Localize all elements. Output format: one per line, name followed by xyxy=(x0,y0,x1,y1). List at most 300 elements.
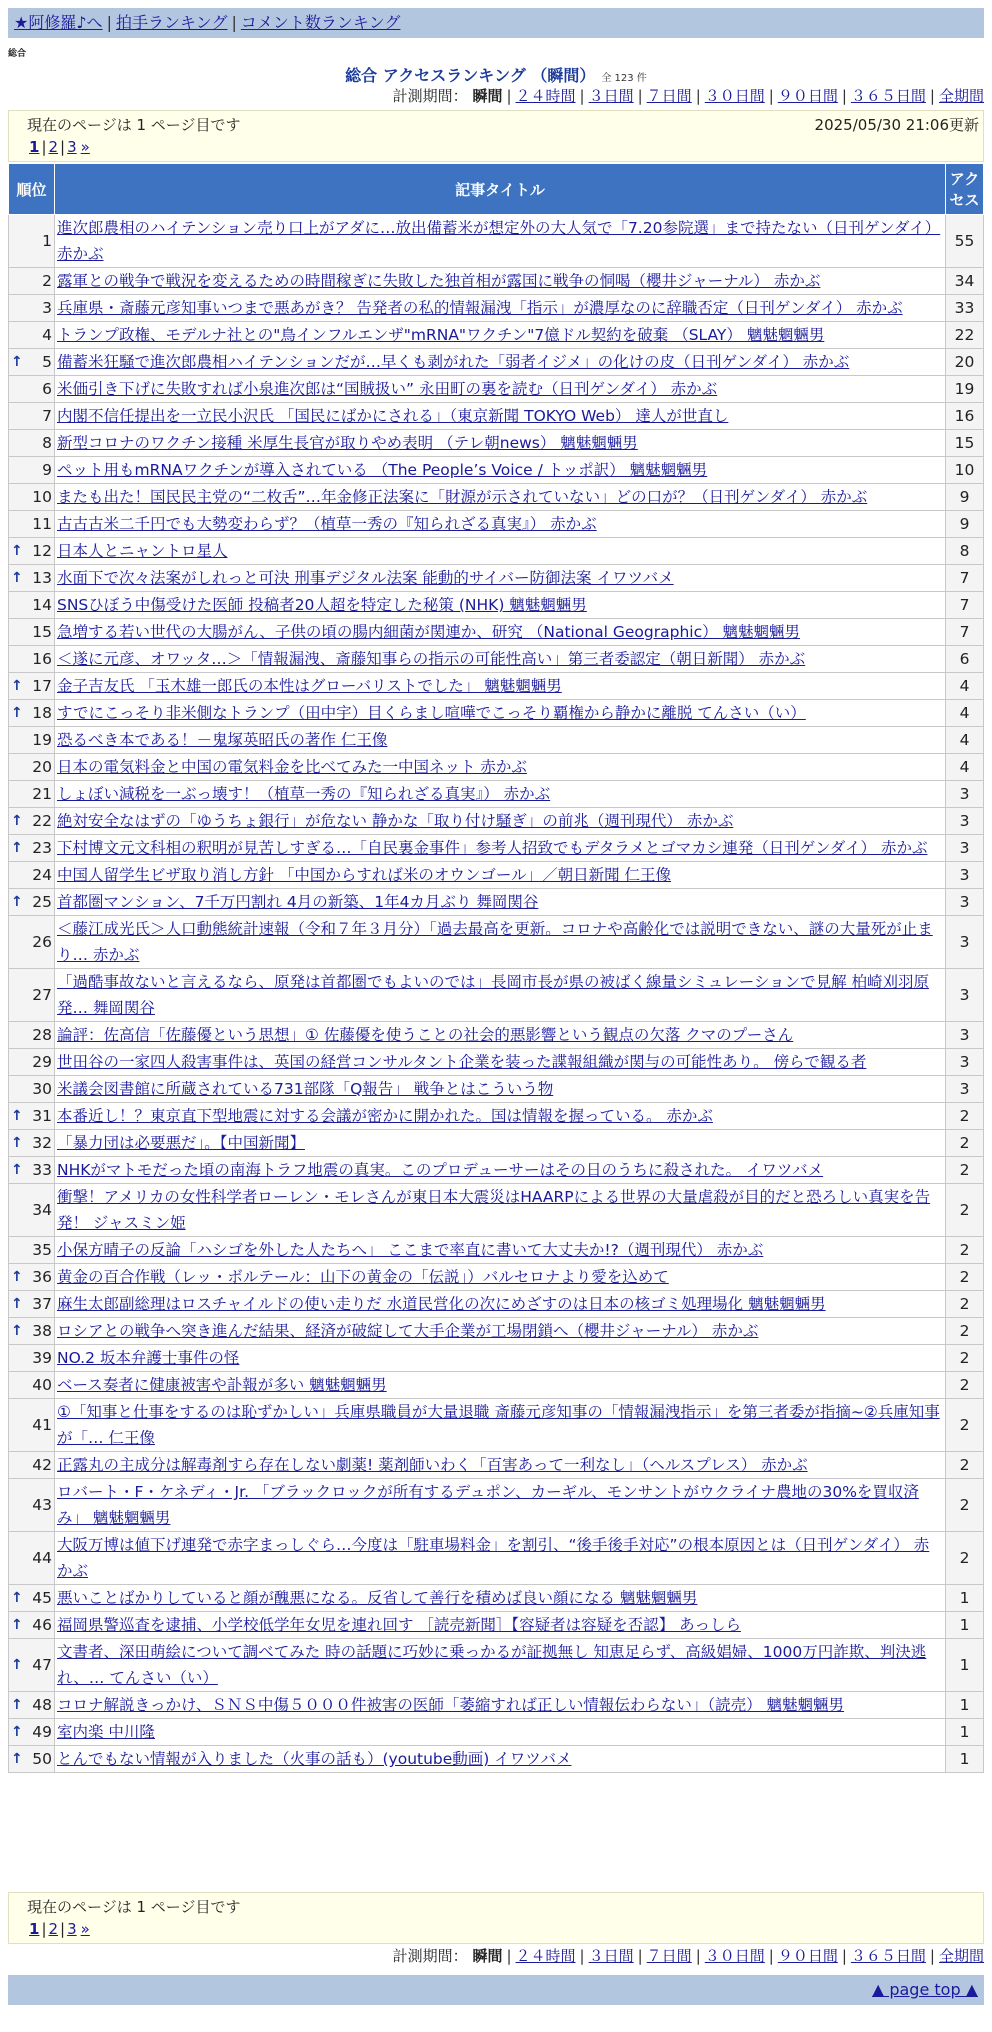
rank-cell xyxy=(9,1130,55,1157)
article-link[interactable]: 金子吉友氏 「玉木雄一郎氏の本性はグローバリストでした」 魑魅魍魎男 xyxy=(57,677,562,695)
article-link[interactable]: NHKがマトモだった頃の南海トラフ地震の真実。このプロデューサーはその日のうちに殺された。 イワツバメ xyxy=(57,1161,824,1179)
access-count: 2 xyxy=(946,1103,984,1130)
article-link[interactable]: ＜遂に元彦、オワッタ…＞「情報漏洩、斎藤知事らの指示の可能性高い」第三者委認定（朝日新聞） 赤かぶ xyxy=(57,650,806,668)
title-cell xyxy=(55,1076,946,1103)
up-arrow-icon: ↑ xyxy=(11,354,23,370)
ranking-table-body xyxy=(9,215,984,1773)
page-top-link[interactable]: ▲ page top ▲ xyxy=(871,1980,978,1999)
table-row xyxy=(9,889,984,916)
title-cell xyxy=(55,457,946,484)
rank-cell xyxy=(9,1049,55,1076)
page-link-2-bottom[interactable]: 2 xyxy=(48,1920,59,1938)
rank-number: 32 xyxy=(32,1134,52,1152)
page-link-1[interactable]: 1 xyxy=(29,138,40,156)
table-row xyxy=(9,1022,984,1049)
title-cell xyxy=(55,592,946,619)
title-cell xyxy=(55,295,946,322)
article-link[interactable]: 大阪万博は値下げ連発で赤字まっしぐら…今度は「駐車場料金」を割引、“後手後手対応”の根本原因とは（日刊ゲンダイ） 赤かぶ xyxy=(57,1536,930,1580)
title-cell xyxy=(55,268,946,295)
access-count: 3 xyxy=(946,781,984,808)
rank-number: 10 xyxy=(32,488,52,506)
rank-number: 33 xyxy=(32,1161,52,1179)
up-arrow-icon: ↑ xyxy=(11,1162,23,1178)
table-row xyxy=(9,1639,984,1692)
rank-number: 1 xyxy=(42,232,52,250)
rank-cell xyxy=(9,862,55,889)
rank-number: 9 xyxy=(42,461,52,479)
rank-number: 46 xyxy=(32,1616,52,1634)
rank-number: 50 xyxy=(32,1750,52,1768)
col-header-access: アクセス xyxy=(946,164,984,215)
table-row xyxy=(9,1612,984,1639)
period-selector-top: 計測期間： 瞬間 | ２４時間 | ３日間 | ７日間 | ３０日間 | ９０日間 | ３６５日間 | 全期間 xyxy=(392,87,984,105)
rank-cell xyxy=(9,565,55,592)
total-count: 全 123 件 xyxy=(601,73,647,84)
up-arrow-icon: ↑ xyxy=(11,1323,23,1339)
rank-number: 34 xyxy=(32,1201,52,1219)
rank-number: 22 xyxy=(32,812,52,830)
rank-number: 45 xyxy=(32,1589,52,1607)
table-row xyxy=(9,457,984,484)
access-count: 7 xyxy=(946,592,984,619)
article-link[interactable]: 日本の電気料金と中国の電気料金を比べてみた一中国ネット 赤かぶ xyxy=(57,758,527,776)
access-count: 33 xyxy=(946,295,984,322)
period-link-3d-bottom[interactable]: ３日間 xyxy=(588,1947,634,1965)
rank-cell xyxy=(9,430,55,457)
access-count: 19 xyxy=(946,376,984,403)
rank-number: 47 xyxy=(32,1656,52,1674)
title-cell xyxy=(55,349,946,376)
up-arrow-icon: ↑ xyxy=(11,1657,23,1673)
period-link-365d[interactable]: ３６５日間 xyxy=(850,87,926,105)
article-link[interactable]: 中国人留学生ビザ取り消し方針 「中国からすれば米のオウンゴール」／朝日新聞 仁王像 xyxy=(57,866,672,884)
article-link[interactable]: 本番近し！？東京直下型地震に対する会議が密かに開かれた。国は情報を握っている。 赤かぶ xyxy=(57,1107,713,1125)
rank-cell xyxy=(9,1318,55,1345)
title-cell xyxy=(55,1532,946,1585)
table-row xyxy=(9,1237,984,1264)
table-row xyxy=(9,592,984,619)
title-cell xyxy=(55,1585,946,1612)
rank-cell xyxy=(9,1532,55,1585)
title-cell xyxy=(55,916,946,969)
rank-number: 37 xyxy=(32,1295,52,1313)
title-cell xyxy=(55,322,946,349)
access-count: 1 xyxy=(946,1692,984,1719)
title-cell xyxy=(55,1452,946,1479)
table-row xyxy=(9,1291,984,1318)
page-link-1-bottom[interactable]: 1 xyxy=(29,1920,40,1938)
title-cell xyxy=(55,754,946,781)
rank-cell xyxy=(9,835,55,862)
table-row xyxy=(9,376,984,403)
title-cell xyxy=(55,1130,946,1157)
title-cell xyxy=(55,1184,946,1237)
article-link[interactable]: 露軍との戦争で戦況を変えるための時間稼ぎに失敗した独首相が露国に戦争の恫喝（櫻井ジャーナル） 赤かぶ xyxy=(57,272,821,290)
table-row xyxy=(9,1746,984,1773)
table-row xyxy=(9,808,984,835)
up-arrow-icon: ↑ xyxy=(11,894,23,910)
rank-cell xyxy=(9,1345,55,1372)
rank-number: 31 xyxy=(32,1107,52,1125)
article-link[interactable]: 新型コロナのワクチン接種 米厚生長官が取りやめ表明 （テレ朝news） 魑魅魍魎男 xyxy=(57,434,638,452)
rank-number: 44 xyxy=(32,1549,52,1567)
article-link[interactable]: 急増する若い世代の大腸がん、子供の頃の腸内細菌が関連か、研究 （National Geographic） 魑魅魍魎男 xyxy=(57,623,801,641)
rank-cell xyxy=(9,1692,55,1719)
article-link[interactable]: ロバート・F・ケネディ・Jr. 「ブラックロックが所有するデュポン、カーギル、モンサントがウクライナ農地の30%を買収済み」 魑魅魍魎男 xyxy=(57,1483,919,1527)
rank-cell xyxy=(9,808,55,835)
article-link[interactable]: 米議会図書館に所蔵されている731部隊「Q報告」 戦争とはこういう物 xyxy=(57,1080,554,1098)
article-link[interactable]: ①「知事と仕事をするのは恥ずかしい」兵庫県職員が大量退職 斎藤元彦知事の「情報漏洩指示」を第三者委が指摘~②兵庫知事が「… 仁王像 xyxy=(57,1403,940,1447)
article-link[interactable]: 「過酷事故ないと言えるなら、原発は首都圏でもよいのでは」長岡市長が県の被ばく線量シミュレーションで見解 柏崎刈羽原発… 舞岡関谷 xyxy=(57,973,930,1017)
article-link[interactable]: 文書者、深田萌絵について調べてみた 時の話題に巧妙に乗っかるが証拠無し 知恵足らず、高級娼婦、1000万円詐欺、判決逃れ、… てんさい（い） xyxy=(57,1643,927,1687)
page-links: 1 | 2 | 3 » xyxy=(29,138,90,156)
table-row xyxy=(9,1103,984,1130)
title-cell xyxy=(55,430,946,457)
title-cell xyxy=(55,646,946,673)
article-link[interactable]: 黄金の百合作戦（レッ・ボルテール：山下の黄金の「伝説」）バルセロナより愛を込めて xyxy=(57,1268,669,1286)
rank-cell xyxy=(9,727,55,754)
access-count: 2 xyxy=(946,1399,984,1452)
access-count: 3 xyxy=(946,969,984,1022)
page-next-link-bottom[interactable]: » xyxy=(80,1920,90,1938)
table-row xyxy=(9,1184,984,1237)
page-link-2[interactable]: 2 xyxy=(48,138,59,156)
title-cell xyxy=(55,1746,946,1773)
title-cell xyxy=(55,1157,946,1184)
page-next-link[interactable]: » xyxy=(80,138,90,156)
rank-number: 5 xyxy=(42,353,52,371)
table-row xyxy=(9,673,984,700)
article-link[interactable]: 福岡県警巡査を逮捕、小学校低学年女児を連れ回す ［読売新聞］【容疑者は容疑を否認】 あっしら xyxy=(57,1616,741,1634)
up-arrow-icon: ↑ xyxy=(11,705,23,721)
rank-number: 36 xyxy=(32,1268,52,1286)
article-link[interactable]: 日本人とニャントロ星人 xyxy=(57,542,228,560)
period-link-24h-bottom[interactable]: ２４時間 xyxy=(515,1947,576,1965)
table-row xyxy=(9,511,984,538)
nav-link-comment-ranking[interactable]: コメント数ランキング xyxy=(240,13,401,32)
access-count: 9 xyxy=(946,511,984,538)
article-link[interactable]: 下村博文元文科相の釈明が見苦しすぎる…「自民裏金事件」参考人招致でもデタラメとゴマカシ連発（日刊ゲンダイ） 赤かぶ xyxy=(57,839,928,857)
rank-cell xyxy=(9,403,55,430)
access-count: 1 xyxy=(946,1612,984,1639)
rank-number: 41 xyxy=(32,1416,52,1434)
article-link[interactable]: 衝撃！アメリカの女性科学者ローレン・モレさんが東日本大震災はHAARPによる世界の大量虐殺が目的だと恐ろしい真実を告発！ ジャスミン姫 xyxy=(57,1188,931,1232)
article-link[interactable]: 室内楽 中川隆 xyxy=(57,1723,155,1741)
article-link[interactable]: またも出た！国民民主党の“二枚舌”…年金修正法案に「財源が示されていない」どの口が？（日刊ゲンダイ） 赤かぶ xyxy=(57,488,868,506)
rank-number: 12 xyxy=(32,542,52,560)
article-link[interactable]: ベース奏者に健康被害や訃報が多い 魑魅魍魎男 xyxy=(57,1376,387,1394)
table-row xyxy=(9,322,984,349)
page-link-3[interactable]: 3 xyxy=(67,138,77,156)
access-count: 20 xyxy=(946,349,984,376)
rank-cell xyxy=(9,673,55,700)
up-arrow-icon: ↑ xyxy=(11,1135,23,1151)
title-cell xyxy=(55,1399,946,1452)
table-row xyxy=(9,1532,984,1585)
up-arrow-icon: ↑ xyxy=(11,1751,23,1767)
rank-cell xyxy=(9,1639,55,1692)
period-selector-bottom: 計測期間： 瞬間 | ２４時間 | ３日間 | ７日間 | ３０日間 | ９０日間 | ３６５日間 | 全期間 xyxy=(392,1947,984,1965)
rank-cell xyxy=(9,268,55,295)
table-row xyxy=(9,484,984,511)
article-link[interactable]: しょぼい減税を一ぶっ壊す！（植草一秀の『知られざる真実』） 赤かぶ xyxy=(57,785,551,803)
period-current: 瞬間 xyxy=(472,87,503,105)
rank-cell xyxy=(9,1746,55,1773)
rank-cell xyxy=(9,538,55,565)
title-cell xyxy=(55,1264,946,1291)
title-cell xyxy=(55,835,946,862)
title-cell xyxy=(55,727,946,754)
period-current-bottom: 瞬間 xyxy=(472,1947,503,1965)
table-row xyxy=(9,754,984,781)
article-link[interactable]: 古古古米二千円でも大勢変わらず？（植草一秀の『知られざる真実』） 赤かぶ xyxy=(57,515,597,533)
access-count: 3 xyxy=(946,1022,984,1049)
access-count: 3 xyxy=(946,808,984,835)
rank-number: 19 xyxy=(32,731,52,749)
ranking-table xyxy=(8,163,984,1773)
rank-number: 13 xyxy=(32,569,52,587)
article-link[interactable]: 論評：佐高信「佐藤優という思想」① 佐藤優を使うことの社会的悪影響という観点の欠落 クマのプーさん xyxy=(57,1026,794,1044)
table-row xyxy=(9,781,984,808)
article-link[interactable]: すでにこっそり非米側なトランプ（田中宇）目くらまし喧嘩でこっそり覇権から静かに離脱 てんさい（い） xyxy=(57,704,806,722)
period-link-all-bottom[interactable]: 全期間 xyxy=(938,1947,984,1965)
rank-number: 11 xyxy=(32,515,52,533)
table-row xyxy=(9,1479,984,1532)
title-cell xyxy=(55,403,946,430)
rank-cell xyxy=(9,889,55,916)
col-header-rank: 順位 xyxy=(9,164,55,215)
table-row xyxy=(9,1719,984,1746)
rank-cell xyxy=(9,322,55,349)
rank-number: 15 xyxy=(32,623,52,641)
rank-number: 42 xyxy=(32,1456,52,1474)
access-count: 8 xyxy=(946,538,984,565)
table-row xyxy=(9,1076,984,1103)
access-count: 2 xyxy=(946,1130,984,1157)
table-row xyxy=(9,215,984,268)
title-cell xyxy=(55,1237,946,1264)
rank-cell xyxy=(9,349,55,376)
rank-cell xyxy=(9,646,55,673)
table-row xyxy=(9,1345,984,1372)
article-link[interactable]: 麻生太郎副総理はロスチャイルドの使い走りだ 水道民営化の次にめざすのは日本の核ゴミ処理場化 魑魅魍魎男 xyxy=(57,1295,826,1313)
title-cell xyxy=(55,808,946,835)
title-cell xyxy=(55,1719,946,1746)
title-cell xyxy=(55,1049,946,1076)
rank-cell xyxy=(9,700,55,727)
table-row xyxy=(9,646,984,673)
table-row xyxy=(9,403,984,430)
rank-number: 43 xyxy=(32,1496,52,1514)
rank-cell xyxy=(9,1184,55,1237)
article-link[interactable]: 進次郎農相のハイテンション売り口上がアダに…放出備蓄米が想定外の大人気で「7.20参院選」まで持たない（日刊ゲンダイ） 赤かぶ xyxy=(57,219,941,263)
period-link-365d-bottom[interactable]: ３６５日間 xyxy=(850,1947,926,1965)
up-arrow-icon: ↑ xyxy=(11,1269,23,1285)
article-link[interactable]: 「暴力団は必要悪だ」。【中国新聞】 xyxy=(57,1134,306,1152)
access-count: 1 xyxy=(946,1719,984,1746)
period-link-30d[interactable]: ３０日間 xyxy=(704,87,765,105)
rank-cell xyxy=(9,1157,55,1184)
nav-link-home[interactable]: ★阿修羅♪へ xyxy=(14,13,103,32)
access-count: 55 xyxy=(946,215,984,268)
table-row xyxy=(9,862,984,889)
access-count: 2 xyxy=(946,1452,984,1479)
page-links-bottom: 1 | 2 | 3 » xyxy=(29,1920,90,1938)
access-count: 2 xyxy=(946,1157,984,1184)
rank-number: 28 xyxy=(32,1026,52,1044)
table-row xyxy=(9,295,984,322)
period-link-90d-bottom[interactable]: ９０日間 xyxy=(777,1947,838,1965)
rank-cell xyxy=(9,754,55,781)
rank-cell xyxy=(9,484,55,511)
title-cell xyxy=(55,700,946,727)
title-cell xyxy=(55,1479,946,1532)
access-count: 3 xyxy=(946,835,984,862)
access-count: 3 xyxy=(946,862,984,889)
article-link[interactable]: 内閣不信任提出を一立民小沢氏 「国民にばかにされる」（東京新聞 TOKYO Web） 達人が世直し xyxy=(57,407,729,425)
up-arrow-icon: ↑ xyxy=(11,1724,23,1740)
period-link-24h[interactable]: ２４時間 xyxy=(515,87,576,105)
rank-cell xyxy=(9,1399,55,1452)
article-link[interactable]: SNSひぼう中傷受けた医師 投稿者20人超を特定した秘策 (NHK) 魑魅魍魎男 xyxy=(57,596,587,614)
rank-cell xyxy=(9,1585,55,1612)
up-arrow-icon: ↑ xyxy=(11,678,23,694)
table-row xyxy=(9,538,984,565)
up-arrow-icon: ↑ xyxy=(11,1590,23,1606)
rank-number: 27 xyxy=(32,986,52,1004)
title-cell xyxy=(55,1103,946,1130)
top-nav: ★阿修羅♪へ | 拍手ランキング | コメント数ランキング xyxy=(8,8,984,38)
title-cell xyxy=(55,1345,946,1372)
article-link[interactable]: 小保方晴子の反論「ハシゴを外した人たちへ」 ここまで率直に書いて大丈夫か!?（週刊現代） 赤かぶ xyxy=(57,1241,764,1259)
rank-cell xyxy=(9,592,55,619)
article-link[interactable]: 首都圏マンション、7千万円割れ 4月の新築、1年4カ月ぶり 舞岡関谷 xyxy=(57,893,539,911)
bottom-bar xyxy=(8,1975,984,2005)
title-cell xyxy=(55,1692,946,1719)
access-count: 3 xyxy=(946,889,984,916)
access-count: 4 xyxy=(946,673,984,700)
access-count: 10 xyxy=(946,457,984,484)
table-row xyxy=(9,619,984,646)
access-count: 2 xyxy=(946,1318,984,1345)
period-link-7d-bottom[interactable]: ７日間 xyxy=(646,1947,692,1965)
rank-number: 39 xyxy=(32,1349,52,1367)
period-link-3d[interactable]: ３日間 xyxy=(588,87,634,105)
period-label-bottom: 計測期間： xyxy=(392,1947,468,1965)
access-count: 2 xyxy=(946,1479,984,1532)
title-cell xyxy=(55,862,946,889)
up-arrow-icon: ↑ xyxy=(11,1697,23,1713)
article-link[interactable]: 悪いことばかりしていると顔が醜悪になる。反省して善行を積めば良い顔になる 魑魅魍魎男 xyxy=(57,1589,698,1607)
table-row xyxy=(9,1452,984,1479)
access-count: 4 xyxy=(946,754,984,781)
table-row xyxy=(9,565,984,592)
up-arrow-icon: ↑ xyxy=(11,1617,23,1633)
up-arrow-icon: ↑ xyxy=(11,840,23,856)
table-row xyxy=(9,1372,984,1399)
rank-number: 25 xyxy=(32,893,52,911)
period-link-all[interactable]: 全期間 xyxy=(938,87,984,105)
period-link-30d-bottom[interactable]: ３０日間 xyxy=(704,1947,765,1965)
table-row xyxy=(9,916,984,969)
access-count: 7 xyxy=(946,619,984,646)
access-count: 2 xyxy=(946,1345,984,1372)
rank-cell xyxy=(9,619,55,646)
table-row xyxy=(9,1692,984,1719)
article-link[interactable]: 水面下で次々法案がしれっと可決 刑事デジタル法案 能動的サイバー防御法案 イワツバメ xyxy=(57,569,674,587)
rank-number: 18 xyxy=(32,704,52,722)
article-link[interactable]: 正露丸の主成分は解毒剤すら存在しない劇薬! 薬剤師いわく「百害あって一利なし」（ヘルスプレス） 赤かぶ xyxy=(57,1456,808,1474)
article-link[interactable]: トランプ政権、モデルナ社との"鳥インフルエンザ"mRNA"ワクチン"7億ドル契約を破棄 （SLAY） 魑魅魍魎男 xyxy=(57,326,825,344)
article-link[interactable]: 恐るべき本である！－鬼塚英昭氏の著作 仁王像 xyxy=(57,731,388,749)
rank-cell xyxy=(9,969,55,1022)
article-link[interactable]: 米価引き下げに失敗すれば小泉進次郎は“国賊扱い” 永田町の裏を読む（日刊ゲンダイ） 赤かぶ xyxy=(57,380,718,398)
period-link-90d[interactable]: ９０日間 xyxy=(777,87,838,105)
period-label: 計測期間： xyxy=(392,87,468,105)
rank-cell xyxy=(9,1291,55,1318)
article-link[interactable]: 兵庫県・斎藤元彦知事いつまで悪あがき？ 告発者の私的情報漏洩「指示」が濃厚なのに辞職否定（日刊ゲンダイ） 赤かぶ xyxy=(57,299,903,317)
access-count: 3 xyxy=(946,1049,984,1076)
access-count: 7 xyxy=(946,565,984,592)
page-title-text: 総合 アクセスランキング （瞬間） xyxy=(345,66,596,85)
up-arrow-icon: ↑ xyxy=(11,1108,23,1124)
rank-number: 26 xyxy=(32,933,52,951)
article-link[interactable]: ＜藤江成光氏＞人口動態統計速報（令和７年３月分）「過去最高を更新。コロナや高齢化では説明できない、謎の大量死が止まり… 赤かぶ xyxy=(57,920,933,964)
rank-cell xyxy=(9,215,55,268)
period-link-7d[interactable]: ７日間 xyxy=(646,87,692,105)
rank-cell xyxy=(9,511,55,538)
pager-bottom xyxy=(8,1892,984,1944)
rank-number: 35 xyxy=(32,1241,52,1259)
rank-number: 17 xyxy=(32,677,52,695)
access-count: 16 xyxy=(946,403,984,430)
article-link[interactable]: とんでもない情報が入りました（火事の話も）(youtube動画) イワツバメ xyxy=(57,1750,572,1768)
up-arrow-icon: ↑ xyxy=(11,570,23,586)
title-cell xyxy=(55,215,946,268)
rank-number: 38 xyxy=(32,1322,52,1340)
rank-cell xyxy=(9,781,55,808)
table-row xyxy=(9,727,984,754)
article-link[interactable]: NO.2 坂本弁護士事件の怪 xyxy=(57,1349,240,1367)
access-count: 2 xyxy=(946,1532,984,1585)
rank-number: 24 xyxy=(32,866,52,884)
title-cell xyxy=(55,484,946,511)
table-row xyxy=(9,835,984,862)
rank-cell xyxy=(9,295,55,322)
table-row xyxy=(9,1585,984,1612)
article-link[interactable]: ペット用もmRNAワクチンが導入されている （The People’s Voice / トッポ訳） 魑魅魍魎男 xyxy=(57,461,708,479)
up-arrow-icon: ↑ xyxy=(11,1296,23,1312)
up-arrow-icon: ↑ xyxy=(11,543,23,559)
rank-number: 14 xyxy=(32,596,52,614)
article-link[interactable]: 絶対安全なはずの「ゆうちょ銀行」が危ない 静かな「取り付け騒ぎ」の前兆（週刊現代） 赤かぶ xyxy=(57,812,734,830)
page-link-3-bottom[interactable]: 3 xyxy=(67,1920,77,1938)
access-count: 1 xyxy=(946,1585,984,1612)
article-link[interactable]: コロナ解説きっかけ、ＳＮＳ中傷５０００件被害の医師「萎縮すれば正しい情報伝わらない」（読売） 魑魅魍魎男 xyxy=(57,1696,845,1714)
access-count: 4 xyxy=(946,727,984,754)
article-link[interactable]: 備蓄米狂騒で進次郎農相ハイテンションだが…早くも剥がれた「弱者イジメ」の化けの皮（日刊ゲンダイ） 赤かぶ xyxy=(57,353,850,371)
article-link[interactable]: ロシアとの戦争へ突き進んだ結果、経済が破綻して大手企業が工場閉鎖へ（櫻井ジャーナル） 赤かぶ xyxy=(57,1322,759,1340)
article-link[interactable]: 世田谷の一家四人殺害事件は、英国の経営コンサルタント企業を装った諜報組織が関与の可能性あり。 傍らで観る者 xyxy=(57,1053,867,1071)
title-cell xyxy=(55,969,946,1022)
access-count: 9 xyxy=(946,484,984,511)
rank-number: 4 xyxy=(42,326,52,344)
page-title xyxy=(0,63,992,86)
access-count: 15 xyxy=(946,430,984,457)
title-cell xyxy=(55,619,946,646)
nav-link-clap-ranking[interactable]: 拍手ランキング xyxy=(115,13,228,32)
table-row xyxy=(9,1264,984,1291)
